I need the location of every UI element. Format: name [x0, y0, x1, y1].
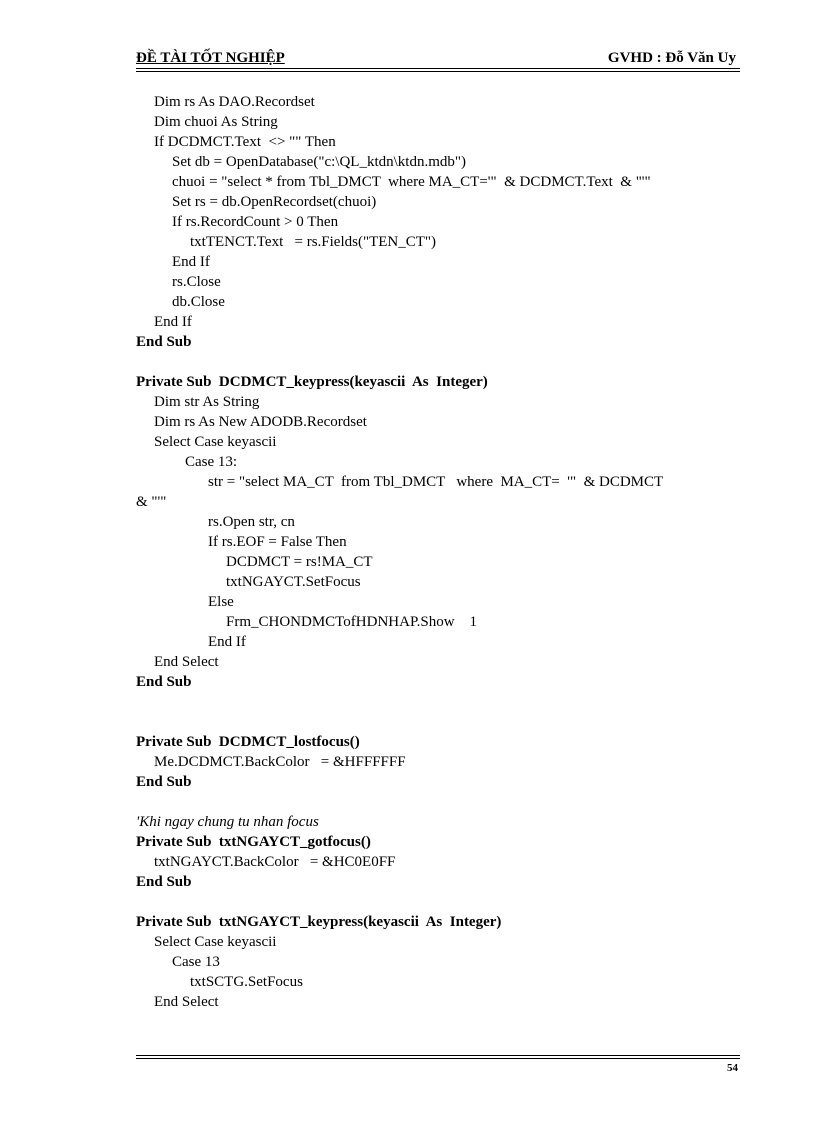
code-line: End If	[154, 314, 192, 330]
header-rule-bottom	[136, 71, 740, 72]
code-line: Dim rs As DAO.Recordset	[154, 94, 315, 110]
code-listing	[136, 92, 740, 1012]
code-line: Private Sub DCDMCT_lostfocus()	[136, 734, 360, 750]
code-line: Set db = OpenDatabase("c:\QL_ktdn\ktdn.mdb")	[172, 154, 466, 170]
header-advisor: GVHD : Đỗ Văn Uy	[607, 50, 736, 66]
code-line: If rs.EOF = False Then	[208, 534, 347, 550]
code-line: End Select	[154, 654, 219, 670]
code-line: Private Sub txtNGAYCT_gotfocus()	[136, 834, 371, 850]
blank-line	[136, 892, 740, 912]
code-line: rs.Close	[172, 274, 221, 290]
footer-rule-top	[136, 1055, 740, 1056]
code-line: Case 13:	[185, 454, 238, 470]
header-title: ĐỀ TÀI TỐT NGHIỆP	[136, 50, 285, 66]
code-line: End Sub	[136, 334, 192, 350]
code-line: Private Sub txtNGAYCT_keypress(keyascii As Integer)	[136, 914, 502, 930]
code-line: End If	[172, 254, 210, 270]
blank-line	[136, 692, 740, 712]
code-line: If DCDMCT.Text <> "" Then	[154, 134, 336, 150]
code-line: Else	[208, 594, 234, 610]
code-line: & "'"	[136, 494, 167, 510]
code-line: str = "select MA_CT from Tbl_DMCT where MA_CT= '" & DCDMCT	[208, 474, 664, 490]
code-line: Case 13	[172, 954, 220, 970]
code-line: 'Khi ngay chung tu nhan focus	[136, 814, 319, 830]
footer-rule-bottom	[136, 1058, 740, 1059]
code-line: Me.DCDMCT.BackColor = &HFFFFFF	[154, 754, 406, 770]
code-line: rs.Open str, cn	[208, 514, 295, 530]
code-line: Dim chuoi As String	[154, 114, 278, 130]
page-number: 54	[727, 1062, 738, 1074]
code-line: txtNGAYCT.SetFocus	[226, 574, 361, 590]
blank-line	[136, 712, 740, 732]
code-line: Private Sub DCDMCT_keypress(keyascii As Integer)	[136, 374, 488, 390]
code-line: txtTENCT.Text = rs.Fields("TEN_CT")	[190, 234, 437, 250]
header-rule-top	[136, 68, 740, 69]
code-line: txtNGAYCT.BackColor = &HC0E0FF	[154, 854, 396, 870]
code-line: End If	[208, 634, 246, 650]
blank-line	[136, 792, 740, 812]
code-line: Select Case keyascii	[154, 434, 277, 450]
code-line: db.Close	[172, 294, 225, 310]
code-line: Frm_CHONDMCTofHDNHAP.Show 1	[226, 614, 478, 630]
code-line: Set rs = db.OpenRecordset(chuoi)	[172, 194, 377, 210]
code-line: chuoi = "select * from Tbl_DMCT where MA_CT='" & DCDMCT.Text & "'"	[172, 174, 651, 190]
code-line: DCDMCT = rs!MA_CT	[226, 554, 373, 570]
code-line: End Sub	[136, 674, 192, 690]
code-line: Dim str As String	[154, 394, 260, 410]
code-line: End Sub	[136, 774, 192, 790]
code-line: End Select	[154, 994, 219, 1010]
code-line: txtSCTG.SetFocus	[190, 974, 303, 990]
code-line: Dim rs As New ADODB.Recordset	[154, 414, 367, 430]
code-line: If rs.RecordCount > 0 Then	[172, 214, 339, 230]
code-line: Select Case keyascii	[154, 934, 277, 950]
blank-line	[136, 352, 740, 372]
code-line: End Sub	[136, 874, 192, 890]
